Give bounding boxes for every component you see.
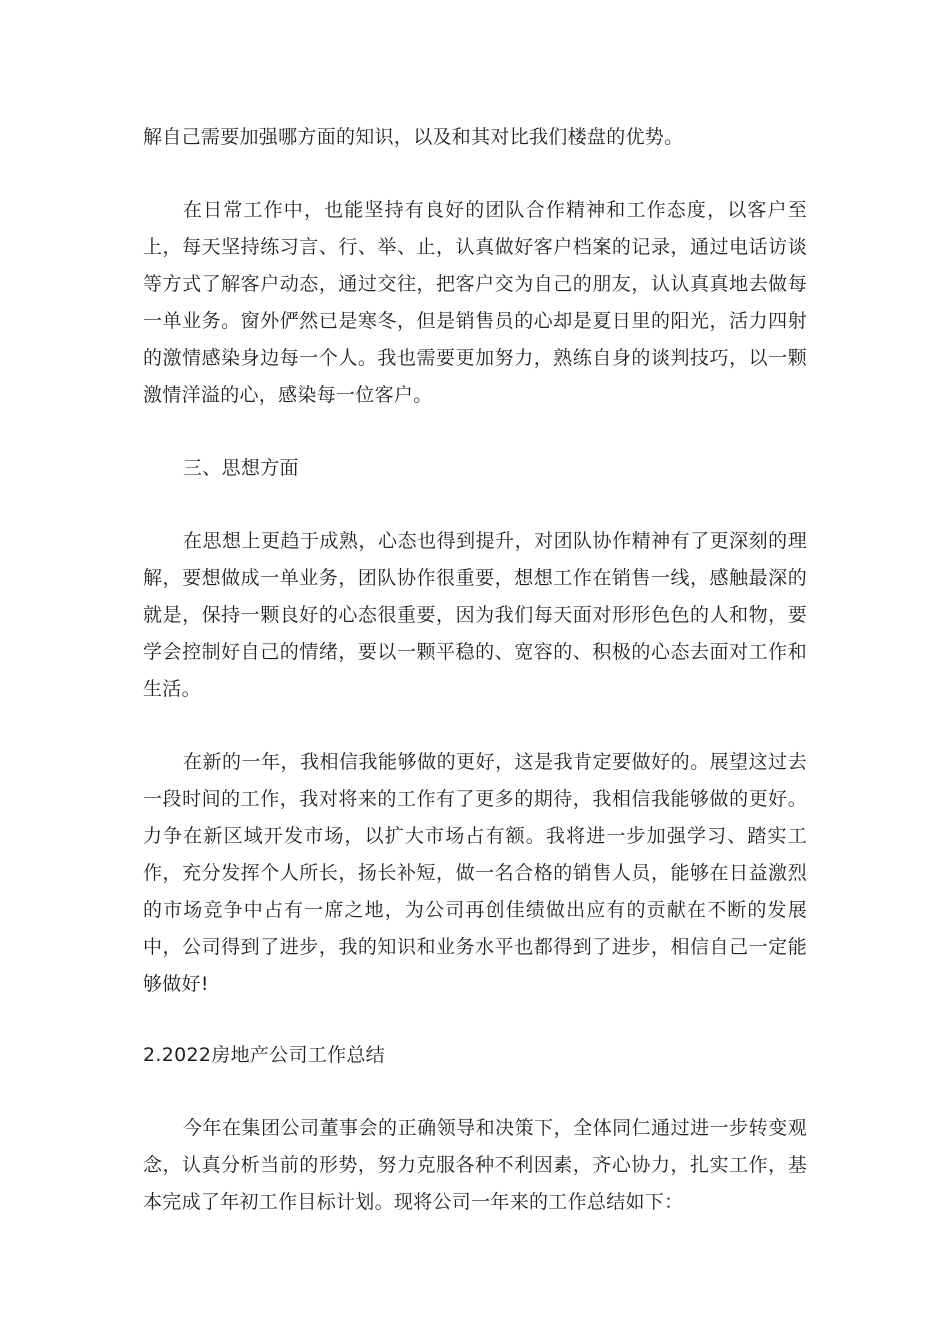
paragraph-thinking: 在思想上更趋于成熟，心态也得到提升，对团队协作精神有了更深刻的理解，要想做成一单业务，团队协作很重要，想想工作在销售一线，感触最深的就是，保持一颗良好的心态很重要，因为我们每天面对形形色色的人和物，要学会控制好自己的情绪，要以一颗平稳的、宽容的、积极的心态去面对工作和生活。: [143, 530, 807, 700]
paragraph-new-year: 在新的一年，我相信我能够做的更好，这是我肯定要做好的。展望这过去一段时间的工作，我对将来的工作有了更多的期待，我相信我能够做的更好。力争在新区域开发市场，以扩大市场占有额。我将进一步加强学习、踏实工作，充分发挥个人所长，扬长补短，做一名合格的销售人员，能够在日益激烈的市场竞争中占有一席之地，为公司再创佳绩做出应有的贡献在不断的发展中，公司得到了进步，我的知识和业务水平也都得到了进步，相信自己一定能够做好!: [143, 751, 807, 995]
section-title-company-summary: 2.2022房地产公司工作总结: [143, 1044, 385, 1066]
document-body: [143, 119, 807, 1221]
paragraph-company-summary: 今年在集团公司董事会的正确领导和决策下，全体同仁通过进一步转变观念，认真分析当前的形势，努力克服各种不利因素，齐心协力，扎实工作，基本完成了年初工作目标计划。现将公司一年来的工作总结如下：: [143, 1117, 807, 1213]
paragraph-continuation: 解自己需要加强哪方面的知识，以及和其对比我们楼盘的优势。: [143, 126, 684, 148]
paragraph-daily-work: 在日常工作中，也能坚持有良好的团队合作精神和工作态度，以客户至上，每天坚持练习言、行、举、止，认真做好客户档案的记录，通过电话访谈等方式了解客户动态，通过交往，把客户交为自己的朋友，认认真真地去做每一单业务。窗外俨然已是寒冬，但是销售员的心却是夏日里的阳光，活力四射的激情感染身边每一个人。我也需要更加努力，熟练自身的谈判技巧，以一颗激情洋溢的心，感染每一位客户。: [143, 199, 807, 406]
section-heading-thinking: 三、思想方面: [183, 457, 299, 479]
